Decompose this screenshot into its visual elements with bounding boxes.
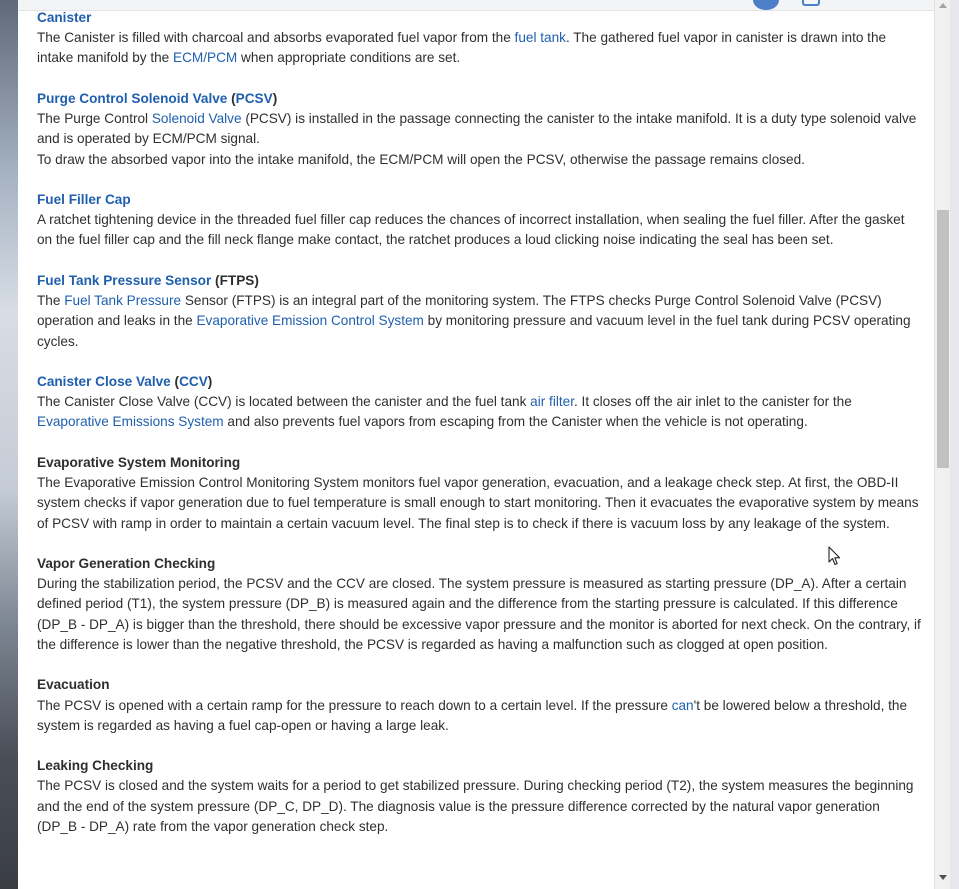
text-run: The [37,293,65,309]
text-run: 't be lowered below a threshold, the system is regarded as having a fuel cap-open or having a large leak. [37,697,908,733]
text-run: The PCSV is closed and the system waits for a period to get stabilized pressure. During checking period (T2), the system measures the beginning and the end of the system pressure (DP_C, DP_D). The diagnosis value is the pressure difference corrected by the natural vapor generation (DP_B - DP_A) rate from the vapor generation check step. [37,778,914,834]
heading-text: ( [227,90,236,106]
paragraph [37,210,922,250]
text-run: The Canister is filled with charcoal and absorbs evaporated fuel vapor from the [37,30,515,46]
text-run: During the stabilization period, the PCSV and the CCV are closed. The system pressure is measured as starting pressure (DP_A). After a certain defined period (T1), the system pressure (DP_B) is measured again and the difference from the starting pressure is calculated. If this difference (DP_B - DP_A) is bigger than the threshold, there should be excessive vapor pressure and the monitor is aborted for next check. On the contrary, if the difference is lower than the negative threshold, the PCSV is regarded as having a malfunction such as clogged at open position. [37,576,921,652]
paragraph [37,473,922,534]
text-run: To draw the absorbed vapor into the intake manifold, the ECM/PCM will open the PCSV, otherwise the passage remains closed. [37,151,805,167]
text-run: Sensor (FTPS) is an integral part of the monitoring system. The FTPS checks Purge Control Solenoid Valve (PCSV) operation and leaks in the [37,293,882,329]
section-body [37,291,922,352]
heading-link[interactable]: Purge Control Solenoid Valve [37,90,228,106]
article-section [37,554,922,655]
heading-link[interactable]: Fuel Tank Pressure Sensor [37,272,212,288]
text-run: . It closes off the air inlet to the canister for the [573,394,852,410]
inline-link[interactable]: Evaporative Emissions System [37,414,224,430]
article-section [37,190,922,251]
heading-text: (FTPS) [211,272,259,288]
section-heading [37,675,922,695]
inline-link[interactable]: air filter [530,394,574,410]
text-run: . The gathered fuel vapor in canister is drawn into the intake manifold by the [37,30,887,66]
section-heading [37,8,922,28]
document-icon[interactable] [802,0,820,6]
inline-link[interactable]: fuel tank [514,30,566,46]
section-body [37,109,922,170]
section-body [37,473,922,534]
article-section [37,8,922,69]
article-section [37,271,922,352]
scroll-up-arrow-icon[interactable] [939,3,947,8]
mouse-pointer-icon [828,546,842,568]
heading-link[interactable]: Canister [37,10,92,25]
paragraph [37,574,922,655]
article-content [37,8,922,857]
article-section [37,89,922,170]
heading-link[interactable]: Canister Close Valve [37,374,171,390]
section-body [37,776,922,837]
section-heading [37,554,922,574]
text-run: The PCSV is opened with a certain ramp for the pressure to reach down to a certain level. If the pressure [37,697,672,713]
section-body [37,696,922,736]
inline-link[interactable]: Evaporative Emission Control System [196,313,424,329]
text-run: The Canister Close Valve (CCV) is located between the canister and the fuel tank [37,394,531,410]
heading-link[interactable]: CCV [179,374,208,390]
article-section [37,675,922,736]
paragraph [37,392,922,432]
section-heading [37,372,922,392]
article-section [37,372,922,433]
section-heading [37,89,922,109]
section-heading [37,190,922,210]
heading-link[interactable]: Fuel Filler Cap [37,192,131,208]
scroll-down-arrow-icon[interactable] [939,875,947,880]
section-heading [37,271,922,291]
text-run: (PCSV) is installed in the passage connecting the canister to the intake manifold. It is a duty type solenoid valve and is operated by ECM/PCM signal. [37,111,917,147]
text-run: and also prevents fuel vapors from escaping from the Canister when the vehicle is not operating. [223,414,808,430]
section-body [37,392,922,432]
heading-text: Leaking Checking [37,758,154,774]
heading-text: ) [272,90,278,106]
text-run: A ratchet tightening device in the threaded fuel filler cap reduces the chances of incorrect installation, when sealing the fuel filler. After the gasket on the fuel filler cap and the fill neck flange make contact, the ratchet produces a loud clicking noise indicating the seal has been set. [37,212,905,248]
paragraph [37,696,922,736]
paragraph [37,776,922,837]
text-run: The Evaporative Emission Control Monitoring System monitors fuel vapor generation, evacuation, and a leakage check step. At first, the OBD-II system checks if vapor generation due to fuel temperature is small enough to start monitoring. Then it evacuates the evaporative system by means of PCSV with ramp in order to maintain a certain vacuum level. The final step is to check if there is vacuum loss by any leakage of the system. [37,475,919,531]
inline-link[interactable]: Fuel Tank Pressure [64,293,182,309]
text-run: when appropriate conditions are set. [237,50,461,66]
window-right-edge [950,0,959,889]
section-heading [37,453,922,473]
article-page [18,0,934,889]
inline-link[interactable]: can [671,697,694,713]
heading-text: Evaporative System Monitoring [37,454,241,470]
paragraph [37,150,922,170]
heading-text: Vapor Generation Checking [37,556,216,572]
article-section [37,756,922,837]
heading-link[interactable]: PCSV [235,90,273,106]
text-run: by monitoring pressure and vacuum level in the fuel tank during PCSV operating cycles. [37,313,911,349]
background-window-edge [0,0,18,889]
scrollbar-thumb[interactable] [937,210,949,468]
heading-text: ( [170,374,180,390]
inline-link[interactable]: ECM/PCM [173,50,238,66]
heading-text: Evacuation [37,677,110,693]
section-body [37,574,922,655]
paragraph [37,28,922,68]
paragraph [37,291,922,352]
inline-link[interactable]: Solenoid Valve [151,111,242,127]
paragraph [37,109,922,149]
section-heading [37,756,922,776]
article-section [37,453,922,534]
text-run: The Purge Control [37,111,152,127]
heading-text: ) [207,374,213,390]
section-body [37,28,922,68]
section-body [37,210,922,250]
